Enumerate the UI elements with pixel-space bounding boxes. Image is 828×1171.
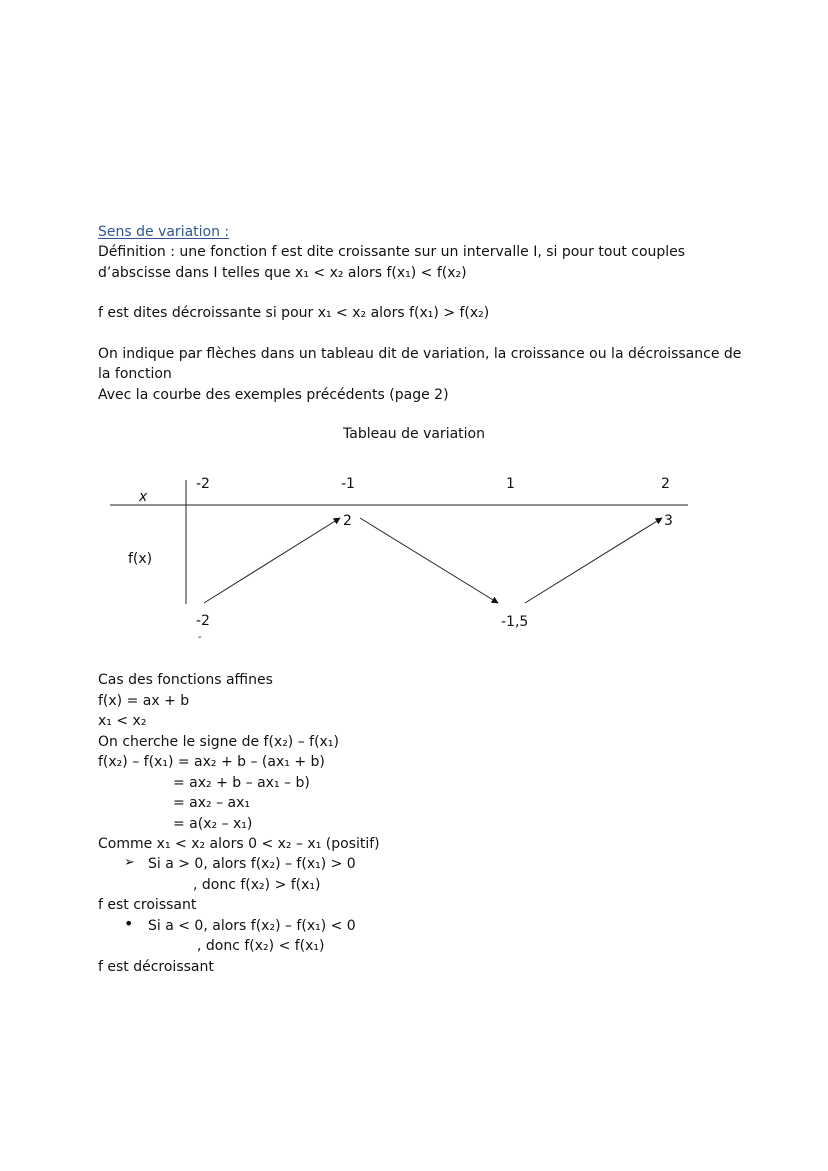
definition-line-2: d’abscisse dans I telles que x₁ < x₂ alors f(x₁) < f(x₂)	[98, 265, 467, 281]
section-heading: Sens de variation :	[98, 224, 230, 240]
x-value-4: 2	[661, 476, 670, 492]
definition-line-1: Définition : une fonction f est dite croissante sur un intervalle I, si pour tout couples	[98, 244, 686, 260]
x-value-2: -1	[341, 476, 355, 492]
case-negative-line-1: Si a < 0, alors f(x₂) – f(x₁) < 0	[148, 918, 356, 934]
affine-step-1: f(x₂) – f(x₁) = ax₂ + b – (ax₁ + b)	[98, 754, 325, 770]
fx-value-1: -2	[196, 613, 210, 629]
conclusion-positive: f est croissant	[98, 897, 197, 913]
stray-mark: -	[198, 632, 202, 643]
affine-search: On cherche le signe de f(x₂) – f(x₁)	[98, 734, 339, 750]
variation-intro-line-2: la fonction	[98, 366, 172, 382]
case-positive-line-2: , donc f(x₂) > f(x₁)	[193, 877, 321, 893]
affine-step-3: = ax₂ – ax₁	[173, 795, 251, 811]
decreasing-definition: f est dites décroissante si pour x₁ < x₂ alors f(x₁) > f(x₂)	[98, 305, 490, 321]
variation-intro-line-3: Avec la courbe des exemples précédents (page 2)	[98, 387, 449, 403]
case-positive-line-1: Si a > 0, alors f(x₂) – f(x₁) > 0	[148, 856, 356, 872]
arrow-bullet-icon: ➢	[124, 855, 135, 870]
affine-title: Cas des fonctions affines	[98, 672, 273, 688]
table-title: Tableau de variation	[343, 426, 485, 442]
case-negative-line-2: , donc f(x₂) < f(x₁)	[197, 938, 325, 954]
affine-comme: Comme x₁ < x₂ alors 0 < x₂ – x₁ (positif)	[98, 836, 380, 852]
arrow-increasing-2	[525, 518, 662, 603]
fx-value-2: 2	[343, 513, 352, 529]
affine-step-4: = a(x₂ – x₁)	[173, 816, 253, 832]
affine-hypothesis: x₁ < x₂	[98, 713, 147, 729]
arrow-increasing-1	[204, 518, 340, 603]
affine-formula: f(x) = ax + b	[98, 693, 190, 709]
fx-value-3: -1,5	[501, 614, 529, 630]
arrow-decreasing	[360, 518, 498, 603]
variation-intro-line-1: On indique par flèches dans un tableau dit de variation, la croissance ou la décroissance de	[98, 346, 742, 362]
fx-value-4: 3	[664, 513, 673, 529]
fx-row-label: f(x)	[128, 551, 153, 567]
x-value-1: -2	[196, 476, 210, 492]
affine-step-2: = ax₂ + b – ax₁ – b)	[173, 775, 310, 791]
x-value-3: 1	[506, 476, 515, 492]
x-row-label: x	[139, 489, 148, 505]
conclusion-negative: f est décroissant	[98, 959, 214, 975]
dot-bullet-icon: •	[124, 914, 134, 933]
